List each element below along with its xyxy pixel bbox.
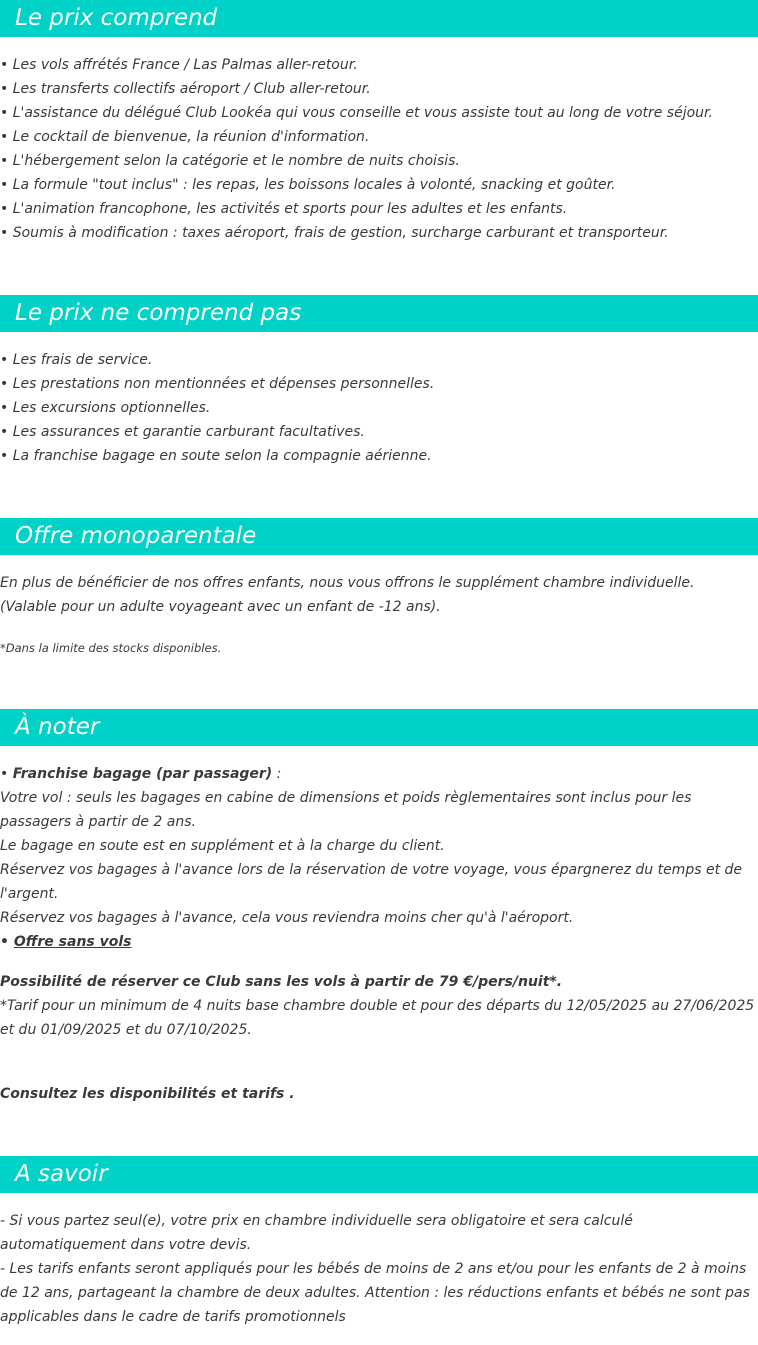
list-item: • Les transferts collectifs aéroport / Club aller-retour. bbox=[0, 81, 371, 97]
bullet: • bbox=[0, 766, 13, 782]
offer-without-flights-link[interactable]: Offre sans vols bbox=[13, 934, 132, 950]
list-item: • L'assistance du délégué Club Lookéa qui vous conseille et vous assiste tout au long de votre séjour. bbox=[0, 105, 713, 121]
paragraph: (Valable pour un adulte voyageant avec un enfant de -12 ans). bbox=[0, 599, 441, 615]
paragraph: - Les tarifs enfants seront appliqués pour les bébés de moins de 2 ans et/ou pour les enfants de 2 à moins de 12 ans, partageant la chambre de deux adultes. Attention : les réductions enfants et bébés ne sont pas applicables dans le cadre de tarifs promotionnels bbox=[0, 1261, 750, 1325]
offer-footnote: *Tarif pour un minimum de 4 nuits base chambre double et pour des départs du 12/05/2025 au 27/06/2025 et du 01/09/2025 et du 07/10/2025. bbox=[0, 998, 755, 1038]
list-item: • Les excursions optionnelles. bbox=[0, 400, 211, 416]
section-title-price-includes: Le prix comprend bbox=[0, 0, 758, 37]
paragraph: Votre vol : seuls les bagages en cabine de dimensions et poids règlementaires sont inclus pour les passagers à partir de 2 ans. bbox=[0, 790, 692, 830]
section-title-good-to-know: A savoir bbox=[0, 1156, 758, 1193]
section-title-price-excludes: Le prix ne comprend pas bbox=[0, 295, 758, 332]
list-item: • Les assurances et garantie carburant facultatives. bbox=[0, 424, 365, 440]
baggage-block bbox=[0, 762, 756, 930]
list-item: • Les frais de service. bbox=[0, 352, 153, 368]
offer-details bbox=[0, 970, 756, 1042]
paragraph: Le bagage en soute est en supplément et à la charge du client. bbox=[0, 838, 445, 854]
section-title-notes: À noter bbox=[0, 709, 758, 746]
list-item: • La formule "tout inclus" : les repas, les boissons locales à volonté, snacking et goûter. bbox=[0, 177, 616, 193]
list-item: • Les prestations non mentionnées et dépenses personnelles. bbox=[0, 376, 435, 392]
paragraph: Réservez vos bagages à l'avance, cela vous reviendra moins cher qu'à l'aéroport. bbox=[0, 910, 574, 926]
paragraph: Réservez vos bagages à l'avance lors de la réservation de votre voyage, vous épargnerez du temps et de l'argent. bbox=[0, 862, 743, 902]
section-title-single-parent-offer: Offre monoparentale bbox=[0, 518, 758, 555]
list-item: • Soumis à modification : taxes aéroport, frais de gestion, surcharge carburant et transporteur. bbox=[0, 225, 669, 241]
colon: : bbox=[272, 766, 282, 782]
baggage-heading: Franchise bagage (par passager) bbox=[12, 766, 273, 782]
paragraph: - Si vous partez seul(e), votre prix en chambre individuelle sera obligatoire et sera calculé automatiquement dans votre devis. bbox=[0, 1213, 633, 1253]
price-excludes-list bbox=[0, 348, 756, 468]
list-item: • La franchise bagage en soute selon la compagnie aérienne. bbox=[0, 448, 432, 464]
stock-footnote: *Dans la limite des stocks disponibles. bbox=[0, 641, 222, 655]
good-to-know-text bbox=[0, 1209, 756, 1329]
list-item: • Le cocktail de bienvenue, la réunion d'information. bbox=[0, 129, 370, 145]
consult-text: Consultez les disponibilités et tarifs . bbox=[0, 1086, 295, 1102]
offer-price: Possibilité de réserver ce Club sans les vols à partir de 79 €/pers/nuit*. bbox=[0, 974, 563, 990]
offer-without-flights-line bbox=[0, 930, 756, 954]
paragraph: En plus de bénéficier de nos offres enfants, nous vous offrons le supplément chambre individuelle. bbox=[0, 575, 695, 591]
single-parent-text bbox=[0, 571, 756, 619]
bullet: • bbox=[0, 934, 14, 950]
price-includes-list bbox=[0, 53, 756, 245]
list-item: • Les vols affrétés France / Las Palmas aller-retour. bbox=[0, 57, 358, 73]
consult-availability-link[interactable] bbox=[0, 1082, 756, 1106]
baggage-heading-line bbox=[0, 762, 756, 786]
list-item: • L'animation francophone, les activités et sports pour les adultes et les enfants. bbox=[0, 201, 568, 217]
list-item: • L'hébergement selon la catégorie et le nombre de nuits choisis. bbox=[0, 153, 460, 169]
